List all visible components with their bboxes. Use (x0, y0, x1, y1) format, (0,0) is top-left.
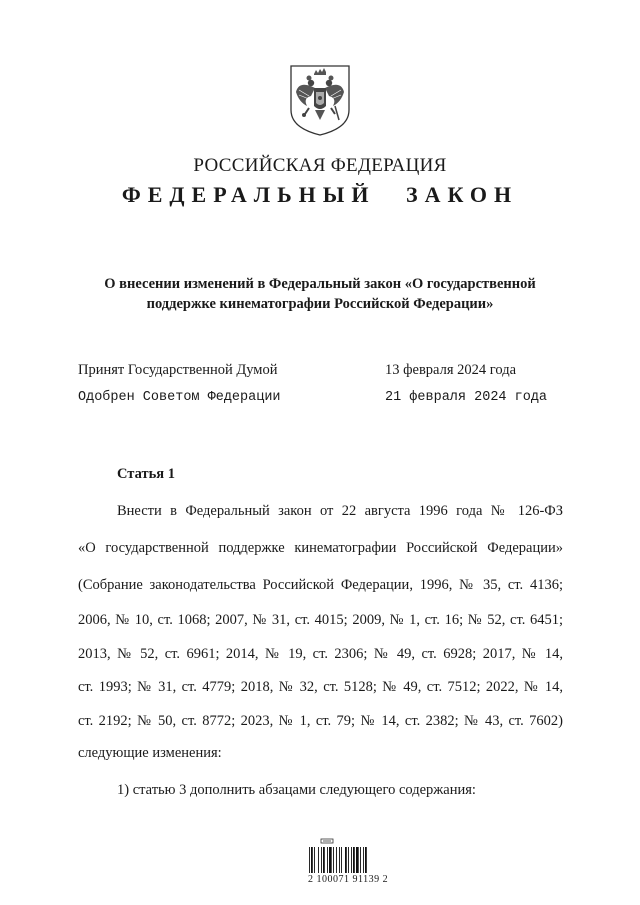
coat-of-arms-emblem (287, 62, 353, 138)
country-name: РОССИЙСКАЯ ФЕДЕРАЦИЯ (193, 155, 447, 176)
barcode-bars (308, 847, 394, 873)
article-text-line: следующие изменения: (78, 745, 222, 761)
law-title (80, 274, 560, 314)
article-text-line: «О государственной поддержке кинематографии Российской Федерации» (78, 540, 563, 556)
law-title-line-2: поддержке кинематографии Российской Федерации» (146, 296, 494, 312)
stamp-mark-icon (320, 838, 334, 844)
amendment-item-1: 1) статью 3 дополнить абзацами следующего содержания: (117, 782, 476, 798)
article-text-line: ст. 2192; № 50, ст. 8772; 2023, № 1, ст. 79; № 14, ст. 2382; № 43, ст. 7602) (78, 713, 563, 729)
article-text-line: 2006, № 10, ст. 1068; 2007, № 31, ст. 4015; 2009, № 1, ст. 16; № 52, ст. 6451; (78, 612, 563, 628)
duma-adoption-date: 13 февраля 2024 года (385, 362, 517, 378)
article-text-line: 2013, № 52, ст. 6961; 2014, № 19, ст. 2306; № 49, ст. 6928; 2017, № 14, (78, 646, 563, 662)
document-barcode (308, 838, 394, 888)
document-type: ФЕДЕРАЛЬНЫЙ ЗАКОН (121, 182, 519, 207)
article-text-line: (Собрание законодательства Российской Федерации, 1996, № 35, ст. 4136; (78, 577, 563, 593)
article-text-line: Внести в Федеральный закон от 22 августа 1996 года № 126-ФЗ (117, 503, 563, 519)
duma-adoption-label: Принят Государственной Думой (78, 362, 278, 378)
article-heading: Статья 1 (117, 466, 175, 482)
article-text-line: ст. 1993; № 31, ст. 4779; 2018, № 32, ст. 5128; № 49, ст. 7512; 2022, № 14, (78, 679, 563, 695)
council-approval-date: 21 февраля 2024 года (385, 390, 548, 405)
barcode-digits: 2 100071 91139 2 (308, 874, 389, 885)
law-title-line-1: О внесении изменений в Федеральный закон «О государственной (104, 276, 536, 292)
council-approval-label: Одобрен Советом Федерации (78, 390, 281, 405)
